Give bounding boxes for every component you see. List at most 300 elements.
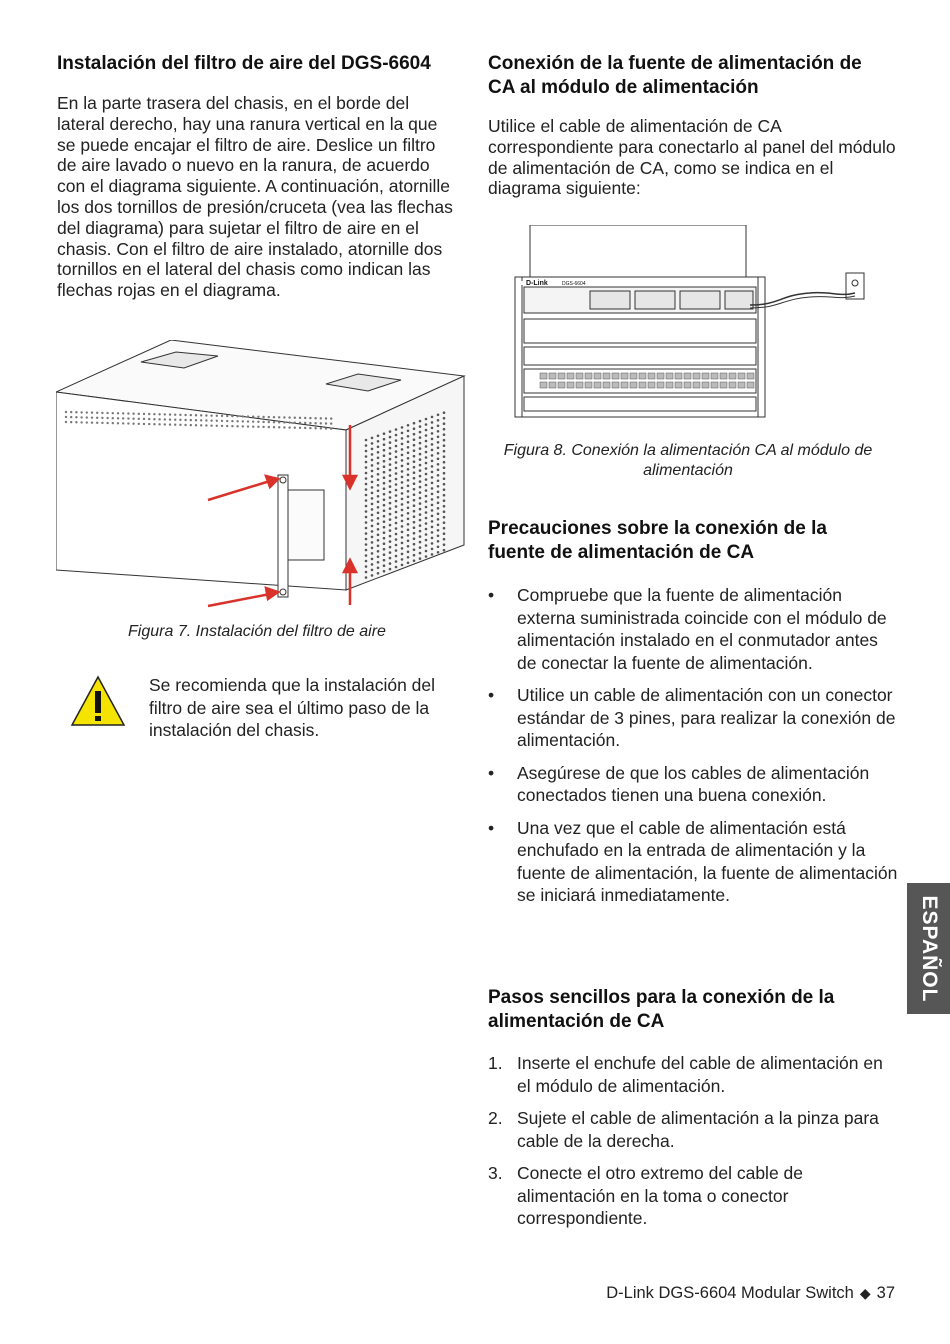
mesh-hole [425,495,428,498]
vent-hole [174,414,176,416]
warning-icon [70,675,126,727]
mesh-hole [437,480,440,483]
mesh-hole [389,546,392,549]
mesh-hole [365,461,368,464]
power-cord [750,293,855,305]
vent-hole [262,421,264,423]
bullet-mark: • [488,817,495,838]
vent-hole [127,417,129,419]
mesh-hole [425,544,428,547]
mesh-hole [443,488,446,491]
ethernet-port [594,373,601,379]
mesh-hole [365,466,368,469]
psu-2 [635,291,675,309]
ethernet-port [711,382,718,388]
mesh-hole [437,414,440,417]
mesh-hole [389,469,392,472]
mesh-hole [419,436,422,439]
vent-hole [101,412,103,414]
mesh-hole [389,491,392,494]
mesh-hole [395,434,398,437]
mesh-hole [365,560,368,563]
mesh-hole [377,534,380,537]
mesh-hole [389,485,392,488]
vent-hole [221,415,223,417]
mesh-hole [419,557,422,560]
mesh-hole [383,564,386,567]
list-item: 1. Inserte el enchufe del cable de alimentación en el módulo de alimentación. [488,1053,883,1096]
mesh-hole [437,535,440,538]
vent-hole [216,425,218,427]
mesh-hole [419,420,422,423]
vent-hole [242,420,244,422]
mesh-hole [431,493,434,496]
mesh-hole [443,433,446,436]
mesh-hole [425,533,428,536]
vent-hole [200,419,202,421]
mesh-hole [443,521,446,524]
footer-product: D-Link DGS-6604 Modular Switch [606,1284,854,1302]
mesh-hole [371,475,374,478]
vent-hole [216,420,218,422]
ethernet-port [585,373,592,379]
vent-hole [236,420,238,422]
vent-hole [294,427,296,429]
vent-hole [283,426,285,428]
mesh-hole [371,459,374,462]
mesh-hole [413,460,416,463]
vent-hole [205,419,207,421]
vent-hole [190,424,192,426]
mesh-hole [377,479,380,482]
vent-hole [231,415,233,417]
vent-hole [278,416,280,418]
mesh-hole [377,484,380,487]
list-item: • Compruebe que la fuente de alimentación externa suministrada coincide con el módulo de alimentación instalado en el conmutador antes de conectar la fuente de alimentación. [488,585,887,673]
vent-hole [91,421,93,423]
mesh-hole [389,518,392,521]
mesh-hole [419,491,422,494]
mesh-hole [383,487,386,490]
vent-hole [314,427,316,429]
vent-hole [252,415,254,417]
mesh-hole [395,566,398,569]
ethernet-port [549,382,556,388]
mesh-hole [401,454,404,457]
mesh-hole [371,519,374,522]
mesh-hole [383,449,386,452]
mesh-hole [383,509,386,512]
mesh-hole [371,497,374,500]
air-filter-panel [288,490,324,560]
ethernet-port [567,373,574,379]
air-filter-paragraph: En la parte trasera del chasis, en el borde del lateral derecho, hay una ranura vertical en la que se puede encajar el filtro de aire. Deslice un filtro de aire lavado o nuevo en la ranura, de acuerdo con el diagrama siguiente. A continuación, atornille los dos tornillos de presión/cruceta (vea las flechas del diagrama) para sujetar el filtro de aire en el chasis. Con el filtro de aire instalado, atornille dos tornillos en el lateral del chasis como indican las flechas rojas en el diagrama. [57,93,453,301]
ethernet-port [711,373,718,379]
mesh-hole [377,457,380,460]
mesh-hole [371,453,374,456]
mesh-hole [437,425,440,428]
mesh-hole [425,456,428,459]
filter-screw-bottom [280,589,286,595]
mesh-hole [419,546,422,549]
right-column [488,52,898,199]
mesh-hole [389,540,392,543]
mesh-hole [413,510,416,513]
mesh-hole [437,491,440,494]
vent-hole [143,423,145,425]
mesh-hole [419,475,422,478]
mesh-hole [425,517,428,520]
mesh-hole [383,443,386,446]
mesh-hole [401,492,404,495]
vent-hole [273,426,275,428]
mesh-hole [431,454,434,457]
vent-hole [252,420,254,422]
mesh-hole [437,447,440,450]
mesh-hole [395,450,398,453]
mesh-hole [413,449,416,452]
mesh-hole [365,483,368,486]
mesh-hole [425,473,428,476]
left-column [57,52,457,301]
vent-hole [143,413,145,415]
mesh-hole [437,474,440,477]
ethernet-port [540,382,547,388]
mesh-hole [383,570,386,573]
mesh-hole [389,562,392,565]
mesh-hole [371,470,374,473]
mesh-hole [389,568,392,571]
mesh-hole [395,445,398,448]
ethernet-port [549,373,556,379]
mesh-hole [407,496,410,499]
mesh-hole [425,489,428,492]
mesh-hole [425,528,428,531]
mesh-hole [413,559,416,562]
vent-hole [96,412,98,414]
ethernet-port [594,382,601,388]
mesh-hole [413,537,416,540]
vent-hole [158,423,160,425]
vent-hole [153,413,155,415]
vent-hole [80,411,82,413]
precautions-list [488,584,898,917]
mesh-hole [419,453,422,456]
vent-hole [278,421,280,423]
mesh-hole [377,517,380,520]
mesh-hole [425,423,428,426]
mesh-hole [401,498,404,501]
psu-3 [680,291,720,309]
vent-hole [200,414,202,416]
mesh-hole [443,444,446,447]
mesh-hole [419,541,422,544]
mesh-hole [413,554,416,557]
vent-hole [231,420,233,422]
vent-hole [122,417,124,419]
vent-hole [80,416,82,418]
ethernet-port [693,382,700,388]
mesh-hole [371,481,374,484]
mesh-hole [431,526,434,529]
mesh-hole [407,507,410,510]
mesh-hole [377,490,380,493]
vent-hole [268,416,270,418]
mesh-hole [365,576,368,579]
vent-hole [132,417,134,419]
mesh-hole [443,439,446,442]
mesh-hole [383,553,386,556]
mesh-hole [401,459,404,462]
mesh-hole [431,531,434,534]
mesh-hole [413,444,416,447]
ethernet-port [738,382,745,388]
vent-hole [86,421,88,423]
mesh-hole [371,569,374,572]
mesh-hole [407,551,410,554]
vent-hole [190,419,192,421]
mesh-hole [413,499,416,502]
mesh-hole [389,463,392,466]
vent-hole [86,416,88,418]
mesh-hole [431,476,434,479]
mesh-hole [401,542,404,545]
mesh-hole [419,535,422,538]
mesh-hole [383,438,386,441]
mesh-hole [407,512,410,515]
vent-hole [325,417,327,419]
mesh-hole [389,447,392,450]
mesh-hole [383,537,386,540]
mesh-hole [389,507,392,510]
vent-hole [283,416,285,418]
ac-connection-heading: Conexión de la fuente de alimentación de CA al módulo de alimentación [488,53,862,98]
mesh-hole [443,472,446,475]
mesh-hole [383,504,386,507]
ethernet-port [657,373,664,379]
vent-hole [288,416,290,418]
mesh-hole [377,501,380,504]
mesh-hole [425,434,428,437]
mesh-hole [365,488,368,491]
mesh-hole [431,443,434,446]
mesh-hole [443,549,446,552]
vent-hole [127,422,129,424]
mesh-hole [413,433,416,436]
ethernet-port [747,382,754,388]
air-filter-heading: Instalación del filtro de aire del DGS-6604 [57,53,431,74]
vent-hole [205,424,207,426]
ethernet-port [576,373,583,379]
mesh-hole [395,560,398,563]
vent-hole [226,425,228,427]
vent-hole [112,412,114,414]
mesh-hole [389,496,392,499]
vent-hole [112,417,114,419]
vent-hole [75,416,77,418]
mesh-hole [413,438,416,441]
vent-hole [236,425,238,427]
vent-hole [91,411,93,413]
ethernet-port [603,373,610,379]
mesh-hole [431,548,434,551]
vent-hole [179,424,181,426]
vent-hole [268,426,270,428]
mesh-hole [383,454,386,457]
steps-heading: Pasos sencillos para la conexión de la alimentación de CA [488,987,835,1032]
vent-hole [75,411,77,413]
vent-hole [242,425,244,427]
vent-hole [273,416,275,418]
mesh-hole [407,545,410,548]
mesh-hole [443,499,446,502]
mesh-hole [395,527,398,530]
mesh-hole [443,483,446,486]
mesh-hole [437,469,440,472]
mesh-hole [437,452,440,455]
mesh-hole [413,515,416,518]
mesh-hole [383,520,386,523]
mesh-hole [383,465,386,468]
mesh-hole [371,558,374,561]
vent-hole [101,417,103,419]
mesh-hole [377,539,380,542]
mesh-hole [443,538,446,541]
mesh-hole [371,536,374,539]
vent-hole [216,415,218,417]
vent-hole [158,418,160,420]
mesh-hole [371,530,374,533]
mesh-hole [365,554,368,557]
vent-hole [184,414,186,416]
mesh-hole [419,464,422,467]
mesh-hole [395,522,398,525]
mesh-hole [419,486,422,489]
mesh-hole [407,529,410,532]
page-number: 37 [876,1284,895,1302]
vent-hole [205,414,207,416]
vent-hole [148,423,150,425]
mesh-hole [389,474,392,477]
vent-hole [231,425,233,427]
ethernet-port [720,373,727,379]
mesh-hole [431,498,434,501]
vent-hole [112,422,114,424]
mesh-hole [383,493,386,496]
mesh-hole [419,469,422,472]
psu-1 [590,291,630,309]
mesh-hole [425,478,428,481]
vent-hole [70,421,72,423]
mesh-hole [383,482,386,485]
vent-hole [106,422,108,424]
mesh-hole [365,439,368,442]
vent-hole [70,416,72,418]
mesh-hole [365,450,368,453]
mesh-hole [437,524,440,527]
mesh-hole [377,512,380,515]
mesh-hole [443,450,446,453]
mesh-hole [407,435,410,438]
vent-hole [247,425,249,427]
vent-hole [226,420,228,422]
vent-hole [283,421,285,423]
mesh-hole [371,486,374,489]
ethernet-port [702,382,709,388]
vent-hole [195,419,197,421]
vent-hole [190,414,192,416]
mesh-hole [389,557,392,560]
mesh-hole [389,529,392,532]
mesh-hole [431,460,434,463]
mesh-hole [377,572,380,575]
vent-hole [132,412,134,414]
mesh-hole [377,495,380,498]
mesh-hole [431,438,434,441]
mesh-hole [437,436,440,439]
bullet-mark: • [488,762,495,783]
vent-hole [195,414,197,416]
ethernet-port [684,382,691,388]
list-item: 2. Sujete el cable de alimentación a la pinza para cable de la derecha. [488,1108,879,1151]
vent-hole [117,417,119,419]
mesh-hole [425,445,428,448]
mesh-hole [413,471,416,474]
mesh-hole [443,516,446,519]
mesh-hole [425,550,428,553]
psu-4 [725,291,753,309]
mesh-hole [419,502,422,505]
mesh-hole [443,455,446,458]
ethernet-port [639,373,646,379]
mesh-hole [437,546,440,549]
mesh-hole [407,523,410,526]
ac-connection-paragraph: Utilice el cable de alimentación de CA correspondiente para conectarlo al panel del módulo de alimentación de CA, como se indica en el diagrama siguiente: [488,116,896,199]
mesh-hole [407,490,410,493]
ethernet-port [621,373,628,379]
mesh-hole [437,502,440,505]
bullet-mark: • [488,685,495,705]
vent-hole [257,426,259,428]
mesh-hole [401,426,404,429]
mesh-hole [419,508,422,511]
mesh-hole [365,532,368,535]
mesh-hole [371,514,374,517]
mesh-hole [365,455,368,458]
vent-hole [304,422,306,424]
mesh-hole [419,480,422,483]
mesh-hole [425,484,428,487]
ethernet-port [648,373,655,379]
ethernet-port [657,382,664,388]
vent-hole [221,420,223,422]
mesh-hole [431,482,434,485]
vent-hole [210,414,212,416]
mesh-hole [401,520,404,523]
mesh-hole [365,499,368,502]
mesh-hole [395,505,398,508]
mesh-hole [377,506,380,509]
precautions-heading: Precauciones sobre la conexión de la fuente de alimentación de CA [488,518,827,563]
vent-hole [242,415,244,417]
mesh-hole [389,551,392,554]
vent-hole [96,422,98,424]
ethernet-port [747,373,754,379]
mesh-hole [407,534,410,537]
mesh-hole [371,448,374,451]
mesh-hole [443,543,446,546]
mesh-hole [437,430,440,433]
